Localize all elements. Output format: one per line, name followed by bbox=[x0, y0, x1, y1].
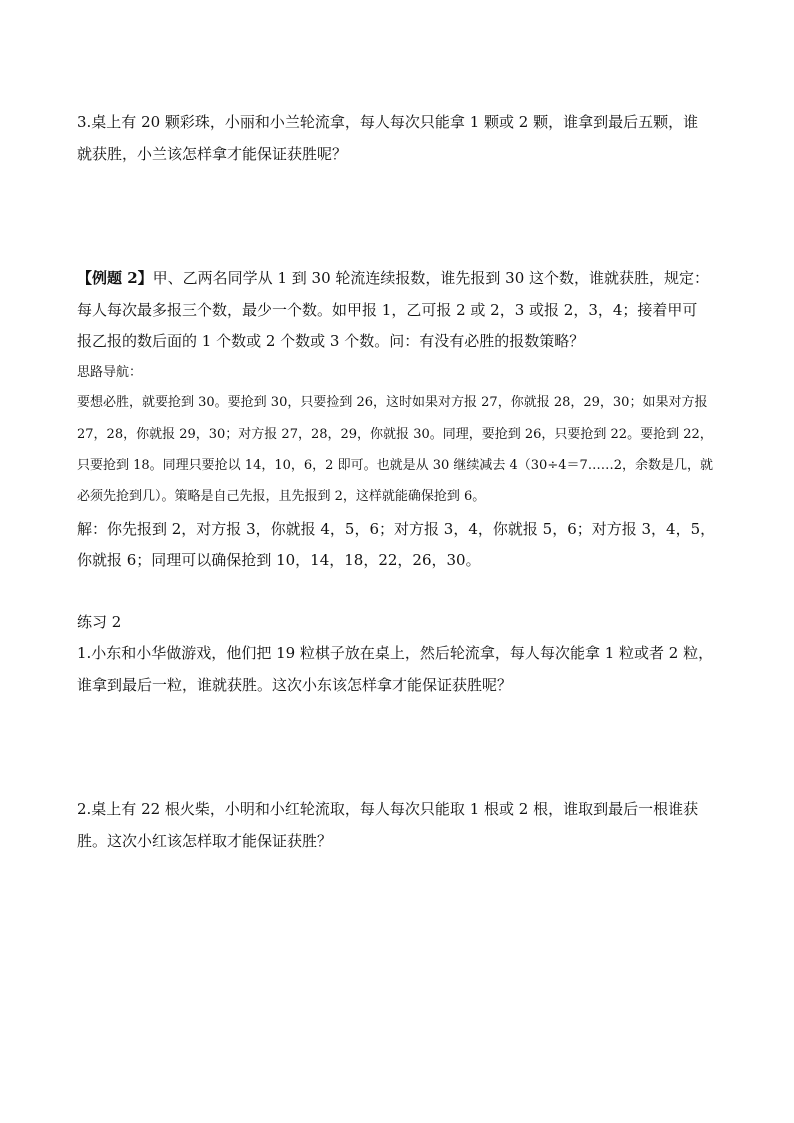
practice-q1-line-2: 谁拿到最后一粒，谁就获胜。这次小东该怎样拿才能保证获胜呢？ bbox=[77, 676, 513, 694]
problem-3-line-1: 3.桌上有 20 颗彩珠，小丽和小兰轮流拿，每人每次只能拿 1 颗或 2 颗，谁拿到最后五颗，谁 bbox=[77, 113, 699, 131]
practice-q2-line-1: 2.桌上有 22 根火柴，小明和小红轮流取，每人每次只能取 1 根或 2 根，谁取到最后一根谁获 bbox=[77, 800, 699, 818]
hint-line-2: 27，28，你就报 29，30；对方报 27，28，29，你就报 30。同理，要抢到 26，只要抢到 22。要抢到 22， bbox=[77, 427, 713, 442]
solution-line-1: 解：你先报到 2，对方报 3，你就报 4，5，6；对方报 3，4，你就报 5，6；对方报 3，4，5， bbox=[77, 520, 716, 538]
example-2-tag: 【例题 2】 bbox=[77, 269, 153, 287]
practice-q2-line-2: 胜。这次小红该怎样取才能保证获胜？ bbox=[77, 832, 333, 850]
practice-2-title: 练习 2 bbox=[77, 613, 122, 631]
solution-line-2: 你就报 6；同理可以确保抢到 10，14，18，22，26，30。 bbox=[77, 551, 481, 569]
example-2-line-2: 每人每次最多报三个数，最少一个数。如甲报 1，乙可报 2 或 2，3 或报 2，3，4；接着甲可 bbox=[77, 301, 698, 319]
example-2-text: 甲、乙两名同学从 1 到 30 轮流连续报数，谁先报到 30 这个数，谁就获胜，规定： bbox=[152, 269, 710, 287]
example-2-line-1 bbox=[77, 268, 709, 288]
example-2-line-3: 报乙报的数后面的 1 个数或 2 个数或 3 个数。问：有没有必胜的报数策略？ bbox=[77, 332, 585, 350]
hint-line-3: 只要抢到 18。同理只要抢以 14，10，6，2 即可。也就是从 30 继续减去 4（30÷4＝7……2，余数是几，就 bbox=[77, 458, 714, 473]
practice-q1-line-1: 1.小东和小华做游戏，他们把 19 粒棋子放在桌上，然后轮流拿，每人每次能拿 1 粒或者 2 粒， bbox=[77, 644, 714, 662]
hint-line-1: 要想必胜，就要抢到 30。要抢到 30，只要捡到 26，这时如果对方报 27，你就报 28，29，30；如果对方报 bbox=[77, 395, 708, 410]
hint-line-4: 必须先抢到几）。策略是自己先报，且先报到 2，这样就能确保抢到 6。 bbox=[77, 489, 486, 504]
hint-title: 思路导航： bbox=[77, 365, 143, 380]
problem-3-line-2: 就获胜，小兰该怎样拿才能保证获胜呢？ bbox=[77, 145, 348, 163]
